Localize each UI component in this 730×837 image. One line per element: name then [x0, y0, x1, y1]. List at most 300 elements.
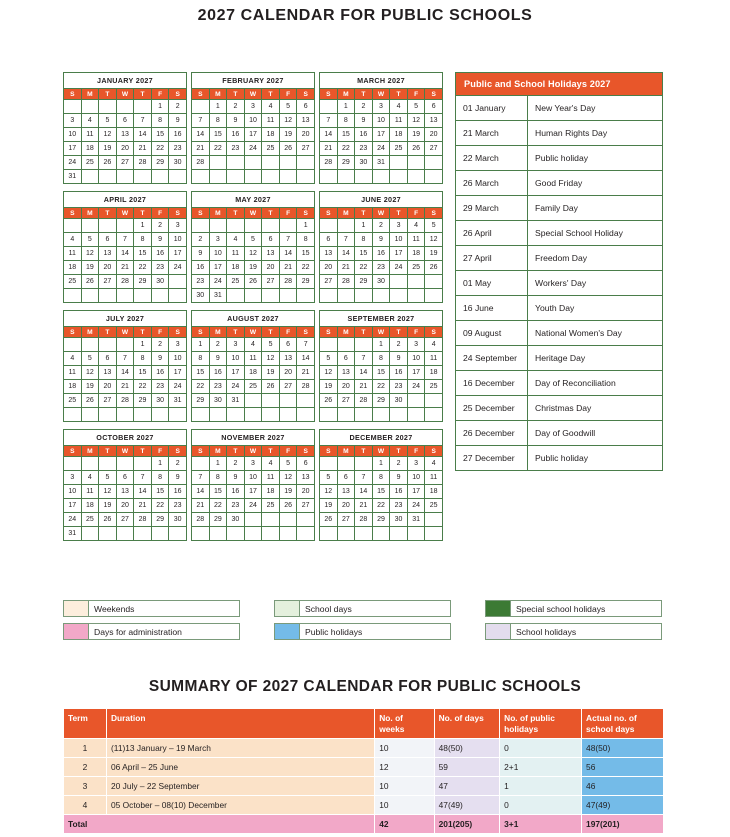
day-cell[interactable]: 27	[99, 394, 117, 408]
day-cell[interactable]: 20	[337, 499, 355, 513]
day-cell[interactable]: 17	[244, 128, 262, 142]
day-cell[interactable]: 23	[390, 380, 408, 394]
day-cell[interactable]: 19	[407, 128, 425, 142]
day-cell[interactable]: 7	[297, 338, 315, 352]
day-cell[interactable]: 15	[134, 366, 152, 380]
day-cell[interactable]: 5	[320, 352, 338, 366]
day-cell[interactable]: 3	[244, 457, 262, 471]
day-cell[interactable]: 2	[227, 457, 245, 471]
day-cell[interactable]: 13	[279, 352, 297, 366]
day-cell[interactable]: 15	[372, 366, 390, 380]
day-cell[interactable]: 29	[134, 394, 152, 408]
day-cell[interactable]: 24	[407, 499, 425, 513]
day-cell[interactable]: 18	[425, 366, 443, 380]
day-cell[interactable]: 22	[337, 142, 355, 156]
day-cell[interactable]: 14	[337, 247, 355, 261]
day-cell[interactable]: 25	[64, 275, 82, 289]
day-cell[interactable]: 15	[209, 485, 227, 499]
day-cell[interactable]: 5	[244, 233, 262, 247]
day-cell[interactable]: 22	[209, 499, 227, 513]
day-cell[interactable]: 21	[192, 142, 210, 156]
day-cell[interactable]: 1	[209, 100, 227, 114]
day-cell[interactable]: 5	[320, 471, 338, 485]
day-cell[interactable]: 28	[192, 513, 210, 527]
day-cell[interactable]: 27	[337, 513, 355, 527]
day-cell[interactable]: 11	[64, 366, 82, 380]
day-cell[interactable]: 16	[227, 128, 245, 142]
day-cell[interactable]: 1	[355, 219, 373, 233]
day-cell[interactable]: 15	[151, 128, 169, 142]
day-cell[interactable]: 2	[227, 100, 245, 114]
day-cell[interactable]: 16	[355, 128, 373, 142]
day-cell[interactable]: 24	[209, 275, 227, 289]
day-cell[interactable]: 6	[99, 233, 117, 247]
day-cell[interactable]: 17	[372, 128, 390, 142]
day-cell[interactable]: 20	[116, 499, 134, 513]
day-cell[interactable]: 8	[337, 114, 355, 128]
day-cell[interactable]: 5	[279, 100, 297, 114]
day-cell[interactable]: 13	[320, 247, 338, 261]
day-cell[interactable]: 28	[279, 275, 297, 289]
day-cell[interactable]: 6	[279, 338, 297, 352]
day-cell[interactable]: 30	[227, 513, 245, 527]
day-cell[interactable]: 11	[81, 485, 99, 499]
day-cell[interactable]: 1	[297, 219, 315, 233]
day-cell[interactable]: 28	[297, 380, 315, 394]
day-cell[interactable]: 4	[81, 114, 99, 128]
day-cell[interactable]: 27	[297, 142, 315, 156]
day-cell[interactable]: 14	[192, 485, 210, 499]
day-cell[interactable]: 27	[320, 275, 338, 289]
day-cell[interactable]: 4	[425, 338, 443, 352]
day-cell[interactable]: 26	[81, 394, 99, 408]
day-cell[interactable]: 15	[192, 366, 210, 380]
day-cell[interactable]: 2	[390, 338, 408, 352]
day-cell[interactable]: 6	[116, 471, 134, 485]
day-cell[interactable]: 26	[99, 513, 117, 527]
day-cell[interactable]: 7	[134, 471, 152, 485]
day-cell[interactable]: 10	[244, 471, 262, 485]
day-cell[interactable]: 15	[372, 485, 390, 499]
day-cell[interactable]: 16	[151, 247, 169, 261]
day-cell[interactable]: 17	[209, 261, 227, 275]
day-cell[interactable]: 26	[262, 380, 280, 394]
day-cell[interactable]: 5	[99, 114, 117, 128]
day-cell[interactable]: 11	[244, 352, 262, 366]
day-cell[interactable]: 26	[279, 499, 297, 513]
day-cell[interactable]: 28	[320, 156, 338, 170]
day-cell[interactable]: 13	[99, 366, 117, 380]
day-cell[interactable]: 27	[279, 380, 297, 394]
day-cell[interactable]: 25	[244, 380, 262, 394]
day-cell[interactable]: 7	[116, 352, 134, 366]
day-cell[interactable]: 1	[337, 100, 355, 114]
day-cell[interactable]: 8	[209, 114, 227, 128]
day-cell[interactable]: 13	[297, 114, 315, 128]
day-cell[interactable]: 3	[407, 457, 425, 471]
day-cell[interactable]: 4	[425, 457, 443, 471]
day-cell[interactable]: 21	[279, 261, 297, 275]
day-cell[interactable]: 5	[262, 338, 280, 352]
day-cell[interactable]: 25	[425, 499, 443, 513]
day-cell[interactable]: 9	[169, 114, 187, 128]
day-cell[interactable]: 22	[134, 380, 152, 394]
day-cell[interactable]: 22	[355, 261, 373, 275]
day-cell[interactable]: 23	[372, 261, 390, 275]
day-cell[interactable]: 8	[355, 233, 373, 247]
day-cell[interactable]: 26	[407, 142, 425, 156]
day-cell[interactable]: 6	[297, 457, 315, 471]
day-cell[interactable]: 23	[169, 142, 187, 156]
day-cell[interactable]: 22	[209, 142, 227, 156]
day-cell[interactable]: 4	[227, 233, 245, 247]
day-cell[interactable]: 12	[425, 233, 443, 247]
day-cell[interactable]: 18	[64, 261, 82, 275]
day-cell[interactable]: 24	[244, 499, 262, 513]
day-cell[interactable]: 30	[169, 156, 187, 170]
day-cell[interactable]: 28	[337, 275, 355, 289]
day-cell[interactable]: 5	[99, 471, 117, 485]
day-cell[interactable]: 20	[297, 128, 315, 142]
day-cell[interactable]: 19	[425, 247, 443, 261]
day-cell[interactable]: 25	[227, 275, 245, 289]
day-cell[interactable]: 15	[297, 247, 315, 261]
day-cell[interactable]: 8	[372, 352, 390, 366]
day-cell[interactable]: 14	[116, 247, 134, 261]
day-cell[interactable]: 26	[320, 513, 338, 527]
day-cell[interactable]: 28	[116, 394, 134, 408]
day-cell[interactable]: 1	[151, 457, 169, 471]
day-cell[interactable]: 5	[407, 100, 425, 114]
day-cell[interactable]: 18	[425, 485, 443, 499]
day-cell[interactable]: 1	[192, 338, 210, 352]
day-cell[interactable]: 21	[355, 380, 373, 394]
day-cell[interactable]: 11	[390, 114, 408, 128]
day-cell[interactable]: 9	[390, 352, 408, 366]
day-cell[interactable]: 29	[355, 275, 373, 289]
day-cell[interactable]: 14	[320, 128, 338, 142]
day-cell[interactable]: 28	[134, 513, 152, 527]
day-cell[interactable]: 3	[244, 100, 262, 114]
day-cell[interactable]: 9	[227, 114, 245, 128]
day-cell[interactable]: 12	[407, 114, 425, 128]
day-cell[interactable]: 8	[134, 352, 152, 366]
day-cell[interactable]: 6	[99, 352, 117, 366]
day-cell[interactable]: 12	[81, 247, 99, 261]
day-cell[interactable]: 30	[151, 394, 169, 408]
day-cell[interactable]: 13	[337, 485, 355, 499]
day-cell[interactable]: 4	[244, 338, 262, 352]
day-cell[interactable]: 28	[134, 156, 152, 170]
day-cell[interactable]: 31	[169, 394, 187, 408]
day-cell[interactable]: 18	[227, 261, 245, 275]
day-cell[interactable]: 30	[169, 513, 187, 527]
day-cell[interactable]: 5	[81, 352, 99, 366]
day-cell[interactable]: 23	[192, 275, 210, 289]
day-cell[interactable]: 26	[244, 275, 262, 289]
day-cell[interactable]: 23	[227, 499, 245, 513]
day-cell[interactable]: 8	[297, 233, 315, 247]
day-cell[interactable]: 24	[169, 261, 187, 275]
day-cell[interactable]: 28	[192, 156, 210, 170]
day-cell[interactable]: 17	[169, 366, 187, 380]
day-cell[interactable]: 22	[372, 380, 390, 394]
day-cell[interactable]: 14	[134, 485, 152, 499]
day-cell[interactable]: 11	[227, 247, 245, 261]
day-cell[interactable]: 29	[297, 275, 315, 289]
day-cell[interactable]: 21	[192, 499, 210, 513]
day-cell[interactable]: 21	[337, 261, 355, 275]
day-cell[interactable]: 26	[320, 394, 338, 408]
day-cell[interactable]: 10	[407, 471, 425, 485]
day-cell[interactable]: 21	[134, 499, 152, 513]
day-cell[interactable]: 8	[209, 471, 227, 485]
day-cell[interactable]: 25	[407, 261, 425, 275]
day-cell[interactable]: 15	[355, 247, 373, 261]
day-cell[interactable]: 7	[279, 233, 297, 247]
day-cell[interactable]: 2	[355, 100, 373, 114]
day-cell[interactable]: 16	[372, 247, 390, 261]
day-cell[interactable]: 14	[134, 128, 152, 142]
day-cell[interactable]: 12	[279, 471, 297, 485]
day-cell[interactable]: 19	[244, 261, 262, 275]
day-cell[interactable]: 30	[372, 275, 390, 289]
day-cell[interactable]: 20	[262, 261, 280, 275]
day-cell[interactable]: 6	[262, 233, 280, 247]
day-cell[interactable]: 19	[99, 499, 117, 513]
day-cell[interactable]: 18	[64, 380, 82, 394]
day-cell[interactable]: 9	[151, 352, 169, 366]
day-cell[interactable]: 31	[64, 527, 82, 541]
day-cell[interactable]: 16	[209, 366, 227, 380]
day-cell[interactable]: 24	[227, 380, 245, 394]
day-cell[interactable]: 13	[337, 366, 355, 380]
day-cell[interactable]: 2	[169, 100, 187, 114]
day-cell[interactable]: 31	[64, 170, 82, 184]
day-cell[interactable]: 18	[390, 128, 408, 142]
day-cell[interactable]: 8	[372, 471, 390, 485]
day-cell[interactable]: 20	[320, 261, 338, 275]
day-cell[interactable]: 10	[169, 233, 187, 247]
day-cell[interactable]: 25	[262, 499, 280, 513]
day-cell[interactable]: 3	[169, 219, 187, 233]
day-cell[interactable]: 27	[116, 513, 134, 527]
day-cell[interactable]: 9	[390, 471, 408, 485]
day-cell[interactable]: 23	[151, 380, 169, 394]
day-cell[interactable]: 19	[81, 261, 99, 275]
day-cell[interactable]: 22	[297, 261, 315, 275]
day-cell[interactable]: 26	[279, 142, 297, 156]
day-cell[interactable]: 6	[425, 100, 443, 114]
day-cell[interactable]: 19	[279, 128, 297, 142]
day-cell[interactable]: 12	[99, 485, 117, 499]
day-cell[interactable]: 20	[337, 380, 355, 394]
day-cell[interactable]: 7	[192, 114, 210, 128]
day-cell[interactable]: 30	[151, 275, 169, 289]
day-cell[interactable]: 29	[151, 513, 169, 527]
day-cell[interactable]: 2	[192, 233, 210, 247]
day-cell[interactable]: 25	[81, 156, 99, 170]
day-cell[interactable]: 27	[337, 394, 355, 408]
day-cell[interactable]: 4	[64, 352, 82, 366]
day-cell[interactable]: 30	[390, 513, 408, 527]
day-cell[interactable]: 31	[407, 513, 425, 527]
day-cell[interactable]: 26	[425, 261, 443, 275]
day-cell[interactable]: 7	[355, 352, 373, 366]
day-cell[interactable]: 25	[262, 142, 280, 156]
day-cell[interactable]: 7	[134, 114, 152, 128]
day-cell[interactable]: 14	[116, 366, 134, 380]
day-cell[interactable]: 1	[372, 338, 390, 352]
day-cell[interactable]: 27	[99, 275, 117, 289]
day-cell[interactable]: 5	[81, 233, 99, 247]
day-cell[interactable]: 10	[407, 352, 425, 366]
day-cell[interactable]: 14	[192, 128, 210, 142]
day-cell[interactable]: 21	[116, 380, 134, 394]
day-cell[interactable]: 22	[151, 142, 169, 156]
day-cell[interactable]: 22	[192, 380, 210, 394]
day-cell[interactable]: 10	[372, 114, 390, 128]
day-cell[interactable]: 16	[169, 128, 187, 142]
day-cell[interactable]: 29	[134, 275, 152, 289]
day-cell[interactable]: 19	[320, 499, 338, 513]
day-cell[interactable]: 27	[297, 499, 315, 513]
day-cell[interactable]: 22	[134, 261, 152, 275]
day-cell[interactable]: 23	[227, 142, 245, 156]
day-cell[interactable]: 20	[99, 261, 117, 275]
day-cell[interactable]: 20	[99, 380, 117, 394]
day-cell[interactable]: 8	[192, 352, 210, 366]
day-cell[interactable]: 5	[425, 219, 443, 233]
day-cell[interactable]: 28	[116, 275, 134, 289]
day-cell[interactable]: 17	[407, 366, 425, 380]
day-cell[interactable]: 29	[372, 394, 390, 408]
day-cell[interactable]: 24	[407, 380, 425, 394]
day-cell[interactable]: 16	[390, 485, 408, 499]
day-cell[interactable]: 19	[279, 485, 297, 499]
day-cell[interactable]: 25	[81, 513, 99, 527]
day-cell[interactable]: 25	[64, 394, 82, 408]
day-cell[interactable]: 2	[169, 457, 187, 471]
day-cell[interactable]: 19	[262, 366, 280, 380]
day-cell[interactable]: 2	[151, 219, 169, 233]
day-cell[interactable]: 7	[116, 233, 134, 247]
day-cell[interactable]: 22	[151, 499, 169, 513]
day-cell[interactable]: 14	[297, 352, 315, 366]
day-cell[interactable]: 3	[372, 100, 390, 114]
day-cell[interactable]: 18	[81, 499, 99, 513]
day-cell[interactable]: 20	[116, 142, 134, 156]
day-cell[interactable]: 21	[116, 261, 134, 275]
day-cell[interactable]: 28	[355, 513, 373, 527]
day-cell[interactable]: 11	[81, 128, 99, 142]
day-cell[interactable]: 17	[407, 485, 425, 499]
day-cell[interactable]: 7	[192, 471, 210, 485]
day-cell[interactable]: 24	[390, 261, 408, 275]
day-cell[interactable]: 30	[209, 394, 227, 408]
day-cell[interactable]: 8	[151, 471, 169, 485]
day-cell[interactable]: 16	[151, 366, 169, 380]
day-cell[interactable]: 4	[390, 100, 408, 114]
day-cell[interactable]: 21	[320, 142, 338, 156]
day-cell[interactable]: 31	[372, 156, 390, 170]
day-cell[interactable]: 12	[244, 247, 262, 261]
day-cell[interactable]: 9	[169, 471, 187, 485]
day-cell[interactable]: 17	[227, 366, 245, 380]
day-cell[interactable]: 9	[151, 233, 169, 247]
day-cell[interactable]: 30	[355, 156, 373, 170]
day-cell[interactable]: 18	[407, 247, 425, 261]
day-cell[interactable]: 7	[337, 233, 355, 247]
day-cell[interactable]: 5	[279, 457, 297, 471]
day-cell[interactable]: 11	[64, 247, 82, 261]
day-cell[interactable]: 21	[355, 499, 373, 513]
day-cell[interactable]: 14	[279, 247, 297, 261]
day-cell[interactable]: 24	[64, 513, 82, 527]
day-cell[interactable]: 21	[134, 142, 152, 156]
day-cell[interactable]: 3	[407, 338, 425, 352]
day-cell[interactable]: 11	[262, 114, 280, 128]
day-cell[interactable]: 13	[262, 247, 280, 261]
day-cell[interactable]: 1	[209, 457, 227, 471]
day-cell[interactable]: 6	[337, 352, 355, 366]
day-cell[interactable]: 23	[209, 380, 227, 394]
day-cell[interactable]: 15	[134, 247, 152, 261]
day-cell[interactable]: 27	[425, 142, 443, 156]
day-cell[interactable]: 17	[64, 499, 82, 513]
day-cell[interactable]: 27	[262, 275, 280, 289]
day-cell[interactable]: 9	[355, 114, 373, 128]
day-cell[interactable]: 11	[425, 352, 443, 366]
day-cell[interactable]: 10	[64, 485, 82, 499]
day-cell[interactable]: 3	[169, 338, 187, 352]
day-cell[interactable]: 31	[209, 289, 227, 303]
day-cell[interactable]: 24	[64, 156, 82, 170]
day-cell[interactable]: 23	[355, 142, 373, 156]
day-cell[interactable]: 18	[81, 142, 99, 156]
day-cell[interactable]: 19	[320, 380, 338, 394]
day-cell[interactable]: 29	[372, 513, 390, 527]
day-cell[interactable]: 4	[407, 219, 425, 233]
day-cell[interactable]: 12	[99, 128, 117, 142]
day-cell[interactable]: 20	[425, 128, 443, 142]
day-cell[interactable]: 3	[64, 114, 82, 128]
day-cell[interactable]: 4	[262, 457, 280, 471]
day-cell[interactable]: 20	[279, 366, 297, 380]
day-cell[interactable]: 13	[425, 114, 443, 128]
day-cell[interactable]: 16	[169, 485, 187, 499]
day-cell[interactable]: 11	[262, 471, 280, 485]
day-cell[interactable]: 2	[372, 219, 390, 233]
day-cell[interactable]: 7	[355, 471, 373, 485]
day-cell[interactable]: 17	[244, 485, 262, 499]
day-cell[interactable]: 17	[64, 142, 82, 156]
day-cell[interactable]: 23	[169, 499, 187, 513]
day-cell[interactable]: 30	[390, 394, 408, 408]
day-cell[interactable]: 13	[297, 471, 315, 485]
day-cell[interactable]: 24	[372, 142, 390, 156]
day-cell[interactable]: 11	[425, 471, 443, 485]
day-cell[interactable]: 29	[337, 156, 355, 170]
day-cell[interactable]: 2	[151, 338, 169, 352]
day-cell[interactable]: 29	[192, 394, 210, 408]
day-cell[interactable]: 22	[372, 499, 390, 513]
day-cell[interactable]: 12	[262, 352, 280, 366]
day-cell[interactable]: 10	[227, 352, 245, 366]
day-cell[interactable]: 1	[134, 219, 152, 233]
day-cell[interactable]: 8	[134, 233, 152, 247]
day-cell[interactable]: 17	[169, 247, 187, 261]
